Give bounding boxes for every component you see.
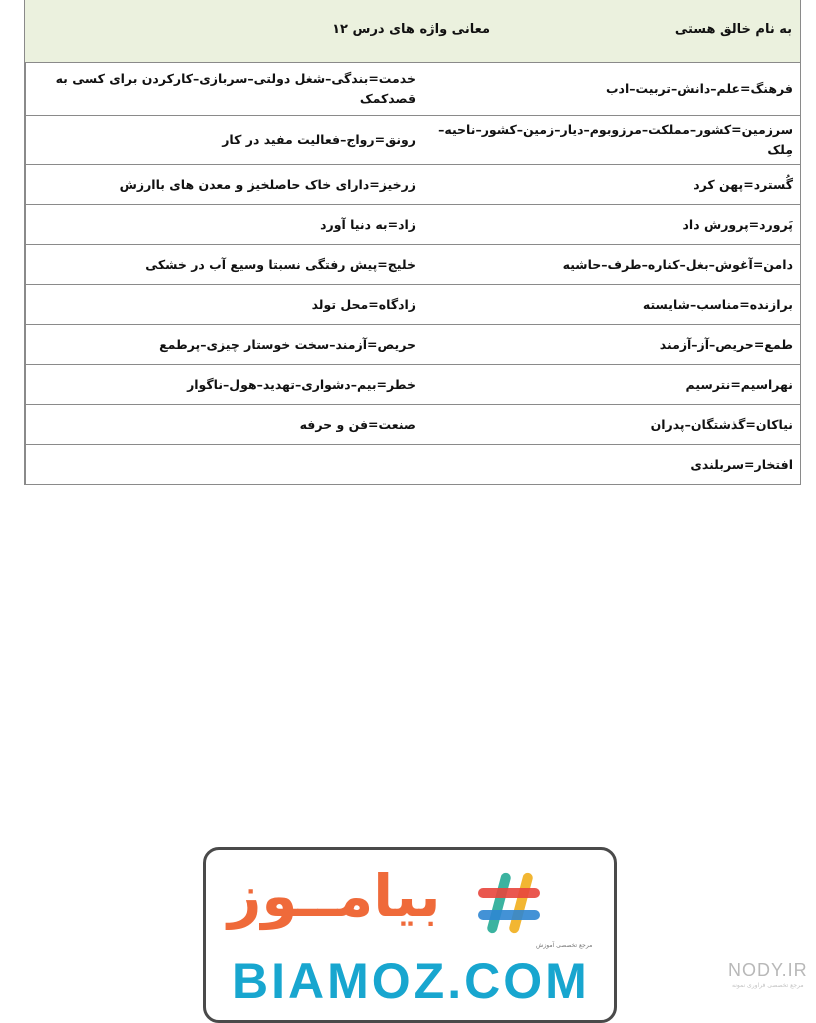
- basmala-text: به نام خالق هستی: [674, 22, 792, 37]
- word-meaning-cell-left: خلیج=پیش رفتگی نسبتا وسیع آب در خشکی: [26, 245, 424, 285]
- table-row: [26, 445, 801, 485]
- table-row: [26, 165, 801, 205]
- hash-logo-icon: [474, 868, 544, 938]
- word-meaning-cell-left: [26, 445, 424, 485]
- watermark-subtitle: مرجع تخصصی فراوری نمونه: [732, 982, 804, 989]
- word-meaning-cell-left: زادگاه=محل تولد: [26, 285, 424, 325]
- table-row: [26, 405, 801, 445]
- word-meaning-cell-right: پَرورد=پرورش داد: [423, 205, 800, 245]
- vocabulary-sheet: [24, 0, 801, 485]
- word-meaning-cell-right: نیاکان=گذشتگان–پدران: [423, 405, 800, 445]
- hash-bar-2: [508, 872, 534, 934]
- word-meaning-cell-right: فرهنگ=علم–دانش–تربیت–ادب: [423, 63, 800, 116]
- logo-subtitle: مرجع تخصصی آموزش: [536, 942, 593, 949]
- logo-persian-text: بیامــوز: [228, 862, 441, 930]
- hash-bar-4: [478, 910, 540, 920]
- logo-latin-text: BIAMOZ.COM: [232, 953, 590, 1009]
- biamoz-logo: [203, 847, 617, 1023]
- word-meaning-cell-left: زاد=به دنیا آورد: [26, 205, 424, 245]
- table-row: [26, 245, 801, 285]
- table-row: [26, 285, 801, 325]
- table-row: [26, 325, 801, 365]
- word-meaning-cell-left: زرخیز=دارای خاک حاصلخیز و معدن های باارزش: [26, 165, 424, 205]
- word-meaning-cell-right: طمع=حریص–آز–آزمند: [423, 325, 800, 365]
- word-meaning-cell-left: صنعت=فن و حرفه: [26, 405, 424, 445]
- word-meaning-cell-right: گُسترد=پهن کرد: [423, 165, 800, 205]
- title-bar: [25, 0, 800, 63]
- vocabulary-table: [25, 63, 800, 485]
- word-meaning-cell-left: حریص=آزمند–سخت خوستار چیزی–پرطمع: [26, 325, 424, 365]
- word-meaning-cell-left: خدمت=بندگی–شغل دولتی–سربازی–کارکردن برای کسی به قصدکمک: [26, 63, 424, 116]
- table-row: [26, 63, 801, 116]
- hash-bar-1: [486, 872, 512, 934]
- table-row: [26, 365, 801, 405]
- word-meaning-cell-right: نهراسیم=نترسیم: [423, 365, 800, 405]
- watermark-text: NODY.IR: [728, 960, 808, 980]
- word-meaning-cell-left: خطر=بیم–دشواری–تهدید–هول–ناگوار: [26, 365, 424, 405]
- word-meaning-cell-right: برازنده=مناسب–شایسته: [423, 285, 800, 325]
- word-meaning-cell-right: سرزمین=کشور–مملکت–مرزوبوم–دیار–زمین–کشور–ناحیه–مِلک: [423, 116, 800, 165]
- word-meaning-cell-right: دامن=آغوش–بغل–کناره–طرف–حاشیه: [423, 245, 800, 285]
- hash-bar-3: [478, 888, 540, 898]
- table-row: [26, 116, 801, 165]
- page-title: معانی واژه های درس ۱۲: [332, 22, 490, 37]
- word-meaning-cell-left: رونق=رواج–فعالیت مفید در کار: [26, 116, 424, 165]
- word-meaning-cell-right: افتخار=سربلندی: [423, 445, 800, 485]
- table-row: [26, 205, 801, 245]
